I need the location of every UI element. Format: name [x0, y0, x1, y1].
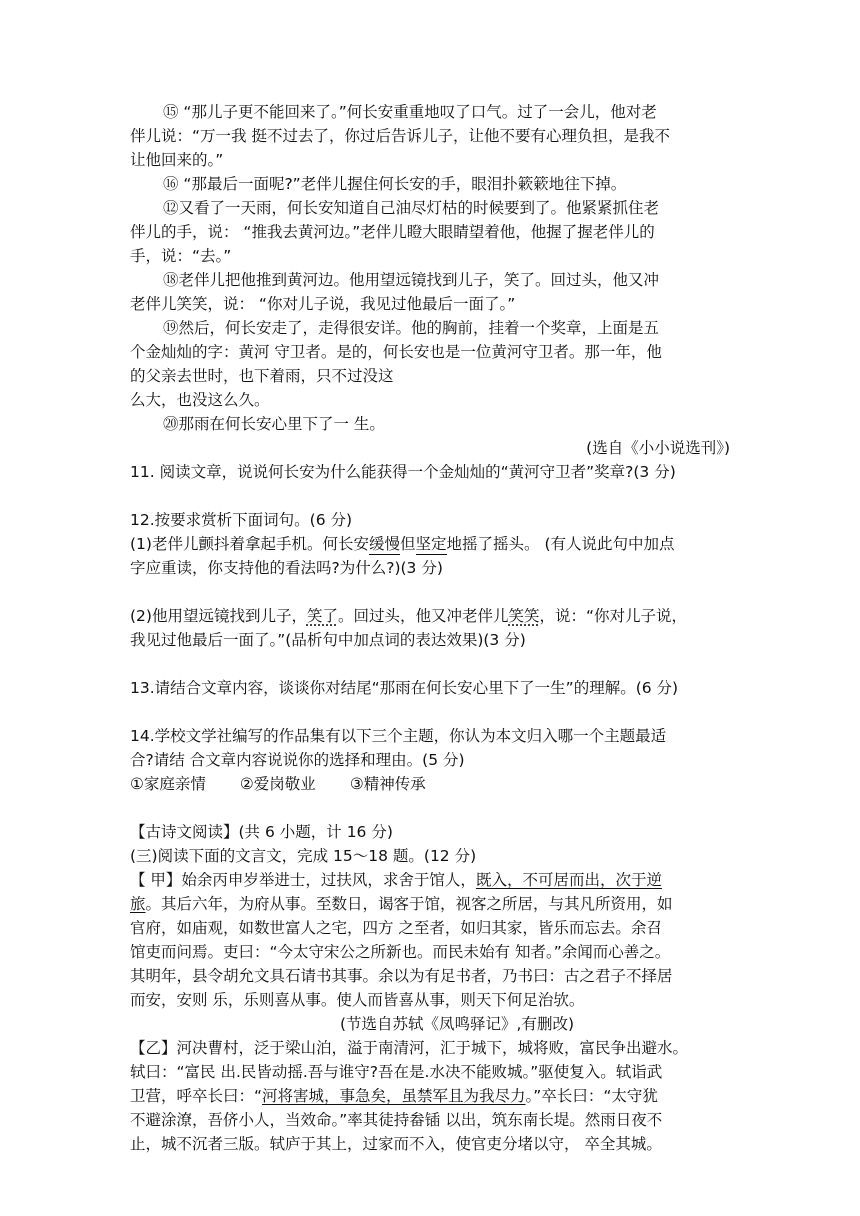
story-source: (选自《小小说选刊》) [586, 439, 730, 457]
passage-jia-source: (节选自苏轼《凤鸣驿记》,有删改) [340, 1015, 575, 1033]
dotted-word: 笑笑 [508, 607, 540, 625]
passage-yi-line: 止，城不沉者三版。轼庐于其上，过家而不入，使官吏分堵以守， 卒全其城。 [130, 1135, 662, 1153]
question-14: 14.学校文学社编写的作品集有以下三个主题，你认为本文归入哪一个主题最适 [130, 727, 667, 745]
underlined-sentence: 既入，不可居而出，次于逆 [475, 871, 662, 889]
dotted-word: 坚定 [415, 535, 447, 553]
passage-jia-line: 旅。其后六年，为府从事。至数日，谒客于馆，视客之所居，与其凡所资用，如 [130, 895, 673, 913]
story-line: ⑮ “那儿子更不能回来了。”何长安重重地叹了口气。过了一会儿，他对老 [163, 103, 657, 121]
underlined-sentence: 河将害城，事急矣，虽禁军且为我尽力 [262, 1087, 526, 1105]
passage-jia-line: 其明年，县令胡允文具石请书其事。余以为有足书者，乃书曰：古之君子不择居 [130, 967, 673, 985]
passage-yi-line: 卫营，呼卒长曰：“河将害城，事急矣，虽禁军且为我尽力。”卒长曰：“太守犹 [130, 1087, 658, 1105]
question-14-options [130, 772, 730, 796]
passage-jia-line: 官府，如庙观，如数世富人之宅，四方 之至者，如归其家，皆乐而忘去。余召 [130, 919, 662, 937]
story-line: 伴儿的手，说： “推我去黄河边。”老伴儿瞪大眼睛望着他，他握了握老伴儿的 [130, 223, 655, 241]
question-12-title: 12.按要求赏析下面词句。(6 分) [130, 511, 353, 529]
story-line: 么大，也没这么久。 [130, 391, 270, 409]
dotted-word: 缓慢 [368, 535, 400, 553]
option-2: ②爱岗敬业 [239, 775, 316, 793]
passage-jia-line: 【 甲】始余丙申岁举进士，过扶风，求舍于馆人，既入，不可居而出，次于逆 [130, 871, 662, 889]
passage-yi-line: 【乙】河决曹村，泛于梁山泊，溢于南清河，汇于城下，城将败，富民争出避水。 [130, 1039, 689, 1057]
story-line: ⑫又看了一天雨，何长安知道自己油尽灯枯的时候要到了。他紧紧抓住老 [163, 199, 660, 217]
question-12-part-2: (2)他用望远镜找到儿子，笑了。回过头，他又冲老伴儿笑笑，说：“你对儿子说， [130, 607, 688, 625]
question-14-line2: 合?请结 合文章内容说说你的选择和理由。(5 分) [130, 751, 465, 769]
option-1: ①家庭亲情 [130, 775, 206, 793]
question-12-part-2-line2: 我见过他最后一面了。”(品析句中加点词的表达效果)(3 分) [130, 631, 526, 649]
passage-jia-line: 而安，安则 乐，乐则喜从事。使人而皆喜从事，则天下何足治欤。 [130, 991, 585, 1009]
passage-yi-line: 不避涂潦，吾侪小人，当效命。”率其徒持畚锸 以出，筑东南长堤。然雨日夜不 [130, 1111, 663, 1129]
section-heading: 【古诗文阅读】(共 6 小题，计 16 分) [130, 823, 393, 841]
story-line: ⑱老伴儿把他推到黄河边。他用望远镜找到儿子，笑了。回过头，他又冲 [163, 271, 660, 289]
story-line: 老伴儿笑笑，说： “你对儿子说，我见过他最后一面了。” [130, 295, 516, 313]
question-12-part-1: (1)老伴儿颤抖着拿起手机。何长安缓慢但坚定地摇了摇头。 (有人说此句中加点 [130, 535, 675, 553]
story-line: 的父亲去世时，也下着雨，只不过没这 [130, 367, 394, 385]
option-3: ③精神传承 [349, 775, 426, 793]
story-line: ⑲然后，何长安走了，走得很安详。他的胸前，挂着一个奖章，上面是五 [163, 319, 660, 337]
passage-yi-line: 轼曰：“富民 出.民皆动摇.吾与谁守?吾在是.水决不能败城。”驱使复入。轼诣武 [130, 1063, 663, 1081]
story-line: ⑯ “那最后一面呢?”老伴儿握住何长安的手，眼泪扑簌簌地往下掉。 [163, 175, 627, 193]
story-line: 伴儿说：“万一我 挺不过去了，你过后告诉儿子，让他不要有心理负担，是我不 [130, 127, 670, 145]
story-line: 手，说：“去。” [130, 247, 232, 265]
story-line: 个金灿灿的字：黄河 守卫者。是的，何长安也是一位黄河守卫者。那一年，他 [130, 343, 662, 361]
question-12-part-1-line2: 字应重读，你支持他的看法吗?为什么?)(3 分) [130, 559, 443, 577]
question-11: 11. 阅读文章，说说何长安为什么能获得一个金灿灿的“黄河守卫者”奖章?(3 分) [130, 463, 676, 481]
story-line: 让他回来的。” [130, 151, 224, 169]
story-line: ⑳那雨在何长安心里下了一 生。 [163, 415, 385, 433]
underlined-sentence: 旅 [130, 895, 146, 913]
section-subheading: (三)阅读下面的文言文，完成 15～18 题。(12 分) [130, 847, 477, 865]
question-13: 13.请结合文章内容，谈谈你对结尾“那雨在何长安心里下了一生”的理解。(6 分) [130, 679, 679, 697]
dotted-word: 笑了 [306, 607, 338, 625]
passage-jia-line: 馆吏而问焉。吏曰：“今太守宋公之所新也。而民未始有 知者。”余闻而心善之。 [130, 943, 671, 961]
